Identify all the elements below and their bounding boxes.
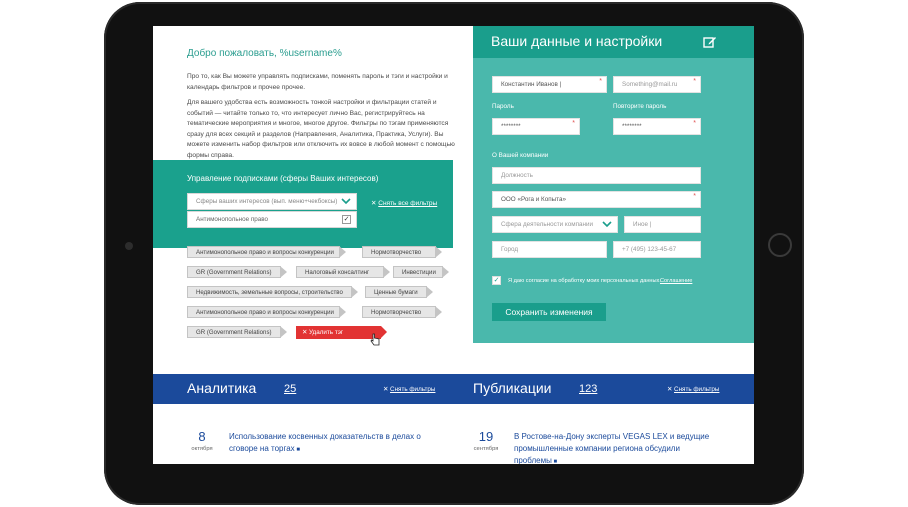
- tag-item[interactable]: Налоговый консалтинг: [296, 266, 384, 278]
- required-mark: *: [693, 120, 696, 127]
- intro-paragraph-1: Про то, как Вы можете управлять подписками, поменять пароль и тэги и настройки и календарь фильтров и прочее прочее.: [187, 73, 448, 91]
- publications-title: Публикации: [473, 380, 552, 396]
- checkbox-checked-icon[interactable]: ✓: [343, 216, 350, 223]
- password-field[interactable]: [492, 118, 580, 135]
- home-button: [768, 233, 792, 257]
- phone-field-placeholder: +7 (495) 123-45-67: [622, 246, 677, 253]
- email-field-placeholder: Something@mail.ru: [622, 81, 678, 88]
- tag-item[interactable]: GR (Government Relations): [187, 266, 281, 278]
- repeat-password-label: Повторите пароль: [613, 103, 667, 110]
- sphere-select-placeholder: Сфера деятельности компании: [501, 221, 593, 228]
- screen: [153, 26, 754, 464]
- reset-all-filters-link[interactable]: ✕ Снять все фильтры: [371, 200, 438, 207]
- analytics-reset-link[interactable]: ✕ Снять фильтры: [383, 386, 436, 393]
- required-mark: *: [693, 193, 696, 200]
- chevron-down-icon: [341, 196, 351, 206]
- tag-item[interactable]: Нормотворчество: [362, 306, 436, 318]
- position-field[interactable]: [492, 167, 701, 184]
- consent-text: Я даю согласие на обработку моих персональных данных.: [508, 278, 661, 284]
- name-field-value: Константин Иванов |: [501, 81, 562, 88]
- required-mark: *: [572, 120, 575, 127]
- city-field[interactable]: [492, 241, 607, 258]
- news-link[interactable]: Использование косвенных доказательств в делах о сговоре на торгах ■: [229, 431, 439, 456]
- reset-all-filters-label: Снять все фильтры: [378, 200, 438, 207]
- news-link[interactable]: В Ростове-на-Дону эксперты VEGAS LEX и ведущие промышленные компании региона обсудили проблемы ■: [514, 431, 714, 464]
- delete-tag-button[interactable]: ✕ Удалить тэг: [296, 326, 381, 339]
- analytics-title: Аналитика: [187, 380, 257, 396]
- position-field-placeholder: Должность: [501, 172, 533, 179]
- other-field[interactable]: [624, 216, 701, 233]
- delete-tag-label: Удалить тэг: [309, 329, 344, 336]
- city-field-placeholder: Город: [501, 246, 519, 253]
- welcome-heading: Добро пожаловать, %username%: [187, 48, 342, 59]
- tag-item[interactable]: Антимонопольное право и вопросы конкуренции: [187, 306, 340, 318]
- news-date-day: 19: [478, 429, 494, 444]
- analytics-reset-label: Снять фильтры: [390, 386, 436, 393]
- news-date-day: 8: [198, 429, 206, 444]
- phone-field[interactable]: [613, 241, 701, 258]
- intro-paragraph-2: Для вашего удобства есть возможность тонкой настройки и фильтрации статей и событий — читайте только то, что интересует лично Вас, регистрируйтесь на тематические мероприятия и многое, многое другое. Фильтры по тэгам применяются сразу для всех секций и разделов (Направления, Аналитика, Практика, Услуги). Вы можете изменить набор фильтров или отключить их вовсе в любой момент с помощью формы справа.: [187, 99, 455, 159]
- tag-item[interactable]: Недвижимость, земельные вопросы, строительство: [187, 286, 352, 298]
- news-date-month: сентября: [473, 446, 499, 452]
- publications-count[interactable]: 123: [579, 383, 598, 395]
- password-field-value: ********: [501, 123, 521, 130]
- publications-reset-label: Снять фильтры: [674, 386, 720, 393]
- analytics-count[interactable]: 25: [284, 383, 297, 395]
- tag-item[interactable]: Ценные бумаги: [365, 286, 427, 298]
- company-field-value: ООО «Рога и Копыта»: [501, 196, 566, 203]
- interests-select-label: Сферы ваших интересов (вып. меню+чекбоксы): [196, 198, 338, 205]
- password-label: Пароль: [492, 103, 514, 110]
- news-date-month: октября: [191, 446, 213, 452]
- save-button[interactable]: Сохранить изменения: [492, 303, 606, 321]
- camera-dot: [125, 242, 133, 250]
- sphere-select[interactable]: [492, 216, 618, 233]
- dropdown-option-label: Антимонопольное право: [196, 216, 269, 223]
- company-field[interactable]: [492, 191, 701, 208]
- email-field[interactable]: [613, 76, 701, 93]
- tag-item[interactable]: Нормотворчество: [362, 246, 436, 258]
- repeat-password-field-value: ********: [622, 123, 642, 130]
- agreement-link[interactable]: Соглашение: [660, 278, 693, 284]
- settings-form-title: Ваши данные и настройки: [491, 33, 663, 49]
- subscriptions-title: Управление подписками (сферы Ваших интересов): [187, 174, 379, 183]
- tag-item[interactable]: GR (Government Relations): [187, 326, 281, 338]
- tag-item[interactable]: Антимонопольное право и вопросы конкуренции: [187, 246, 340, 258]
- settings-form-panel: [473, 26, 754, 343]
- required-mark: *: [693, 78, 696, 85]
- company-section-label: О Вашей компании: [492, 152, 549, 159]
- repeat-password-field[interactable]: [613, 118, 701, 135]
- other-field-placeholder: Иное |: [633, 221, 652, 228]
- name-field[interactable]: [492, 76, 607, 93]
- consent-checkbox[interactable]: ✓: [493, 277, 500, 284]
- required-mark: *: [599, 78, 602, 85]
- publications-reset-link[interactable]: ✕ Снять фильтры: [667, 386, 720, 393]
- dropdown-option[interactable]: [187, 211, 357, 228]
- edit-icon[interactable]: [703, 35, 717, 49]
- chevron-down-icon: [602, 219, 612, 229]
- hand-cursor-icon: [370, 333, 380, 346]
- tag-item[interactable]: Инвестиции: [393, 266, 443, 278]
- interests-select[interactable]: [187, 193, 357, 210]
